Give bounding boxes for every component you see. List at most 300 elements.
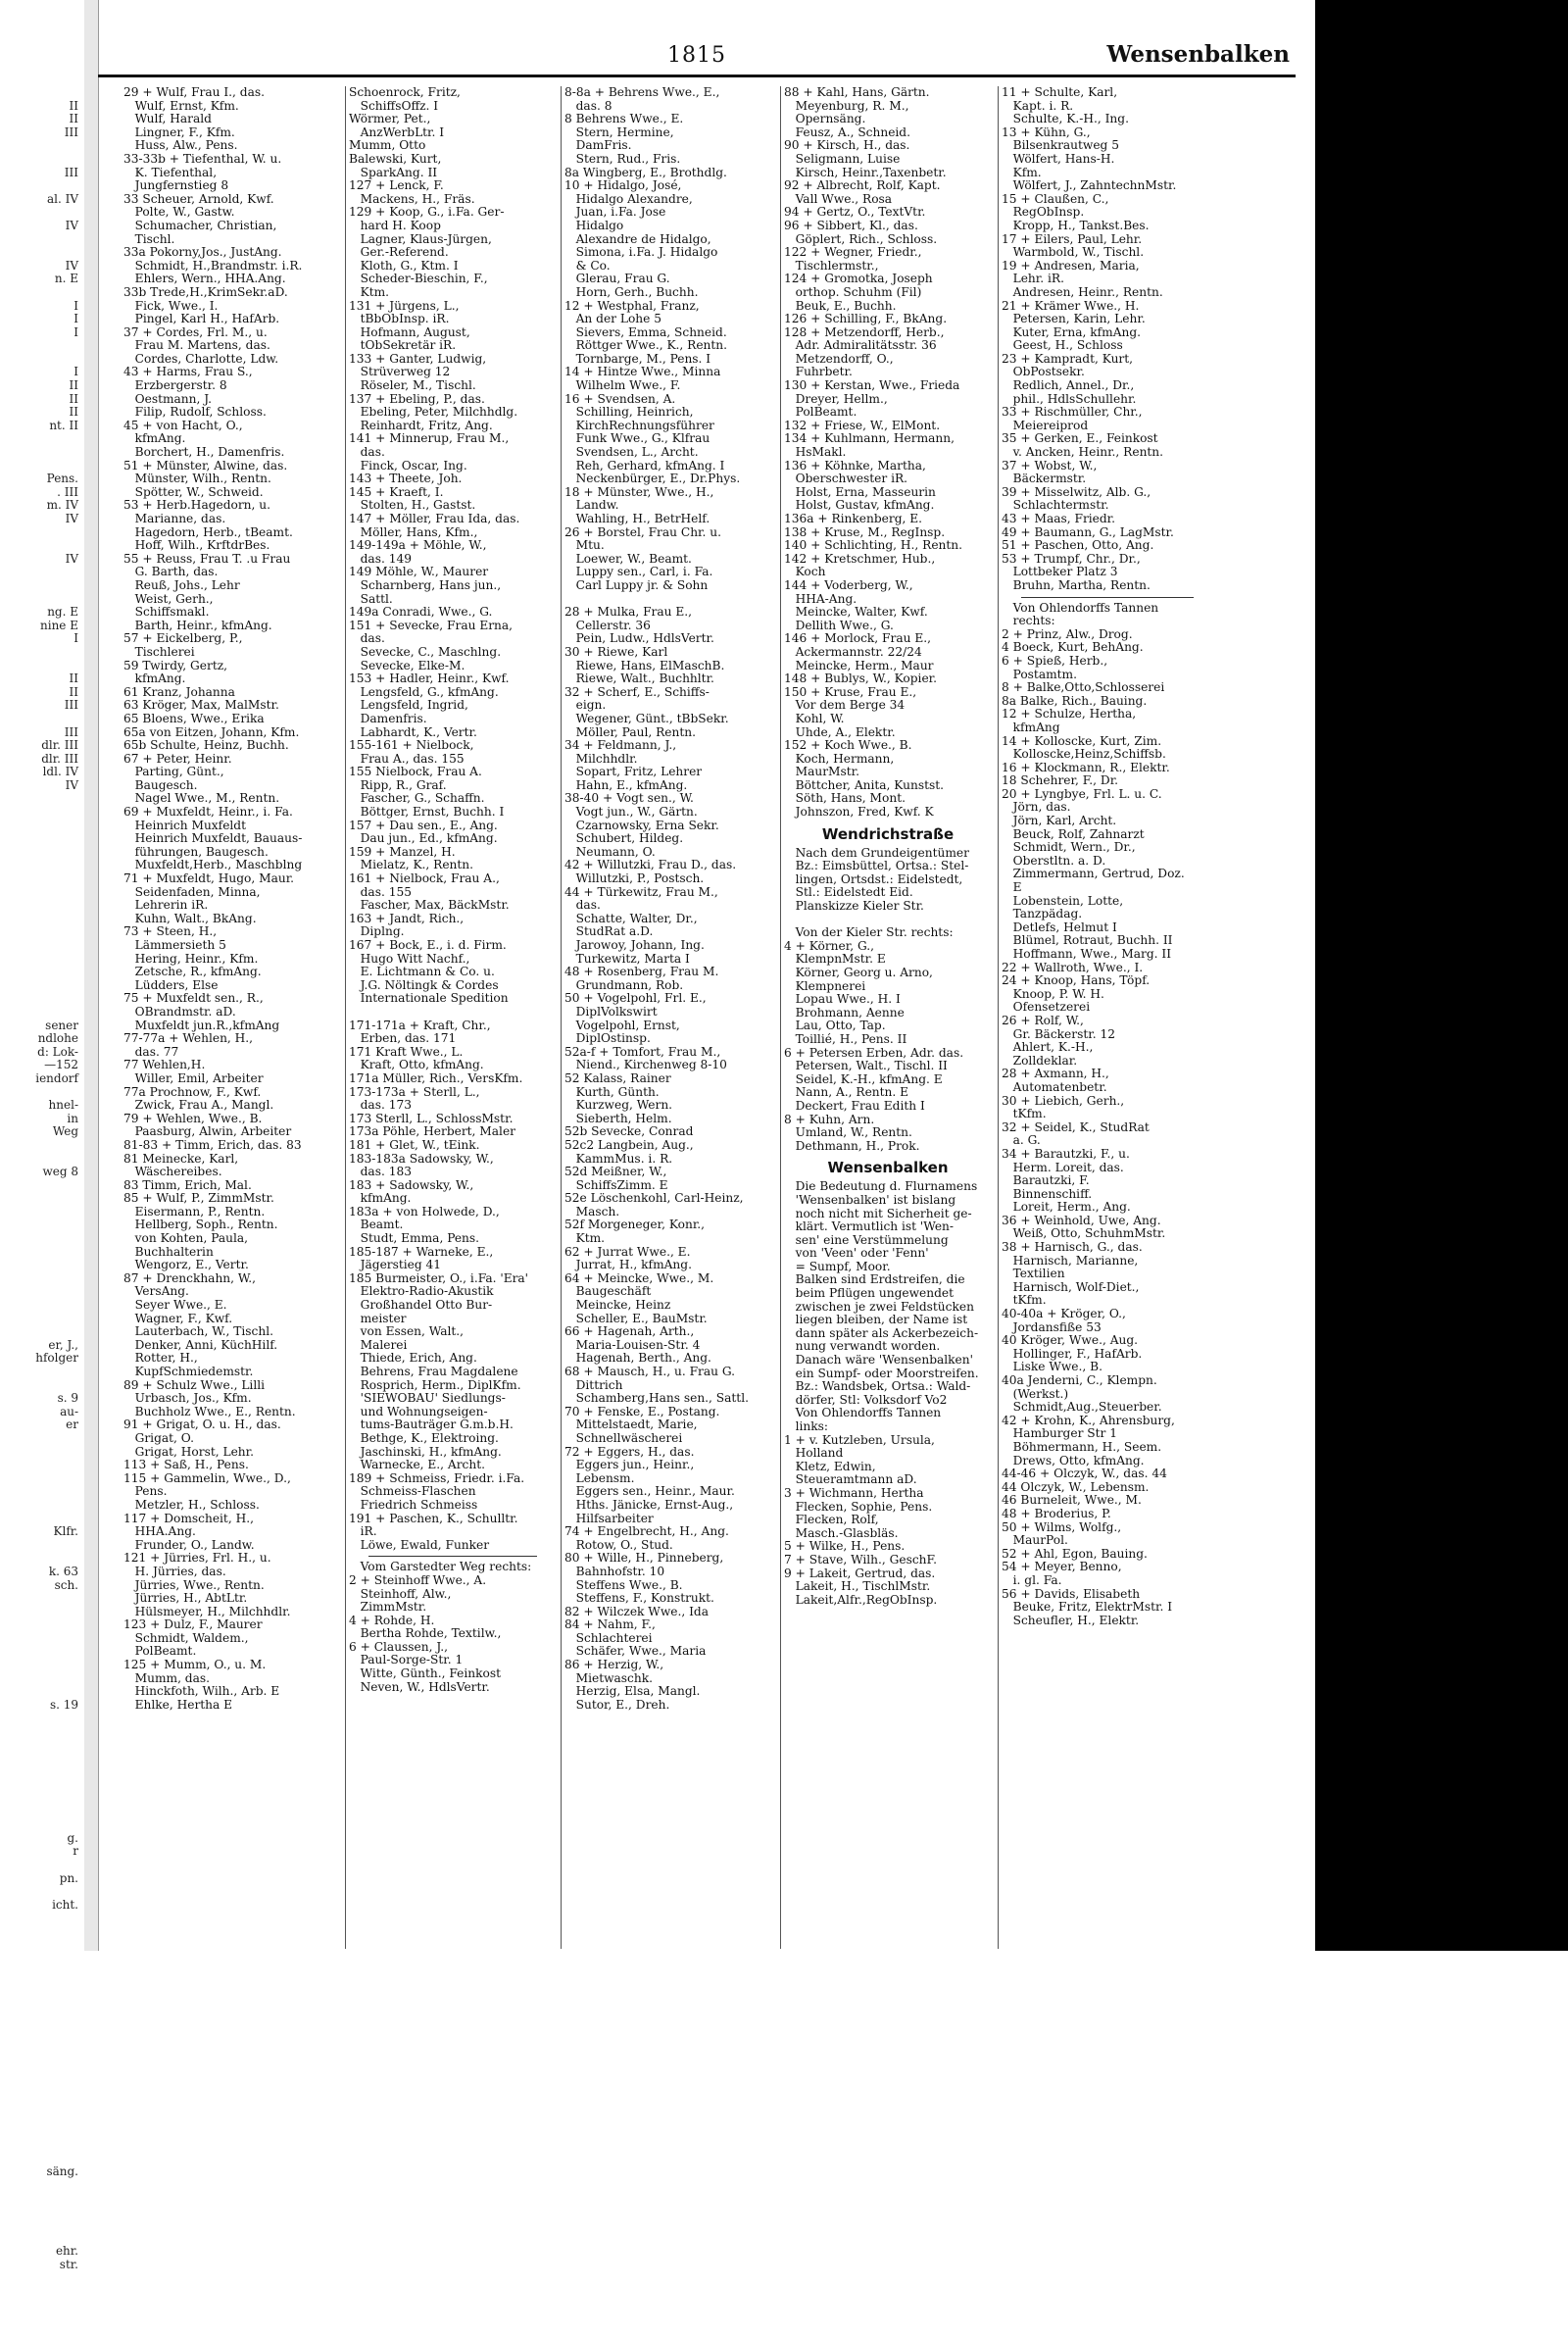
directory-entry: Sieberth, Helm.	[564, 1111, 672, 1125]
directory-entry: 185-187 + Warneke, E.,	[349, 1244, 494, 1259]
directory-entry: tKfm.	[1002, 1107, 1047, 1121]
margin-fragment: er, J.,	[48, 1337, 78, 1352]
directory-entry: Hofmann, August,	[349, 324, 470, 339]
directory-entry: Jaschinski, H., kfmAng.	[349, 1444, 502, 1459]
margin-fragment	[0, 886, 82, 900]
margin-fragment: II	[69, 112, 78, 126]
directory-entry: 59 Twirdy, Gertz,	[123, 658, 228, 672]
margin-fragment	[0, 872, 82, 886]
directory-entry: Von Ohlendorffs Tannen	[1002, 600, 1159, 615]
directory-entry: tKfm.	[1002, 1293, 1047, 1308]
directory-entry: Weist, Gerh.,	[123, 591, 214, 606]
margin-fragment: IV	[65, 777, 78, 792]
directory-entry: Tornbarge, M., Pens. I	[564, 351, 711, 366]
directory-entry: Riewe, Walt., Buchhltr.	[564, 672, 714, 686]
margin-fragment: ldl. IV	[42, 765, 78, 779]
directory-entry: Damenfris.	[349, 711, 427, 725]
directory-entry: 10 + Hidalgo, José,	[564, 178, 682, 193]
directory-entry: 6 + Spieß, Herb.,	[1002, 653, 1108, 668]
section-rule	[1021, 597, 1194, 598]
margin-fragment: ehr.	[55, 2244, 78, 2259]
directory-entry: Harnisch, Marianne,	[1002, 1253, 1139, 1268]
directory-entry: 48 + Broderius, P.	[1002, 1506, 1111, 1520]
directory-entry: Zwick, Frau A., Mangl.	[123, 1098, 274, 1113]
directory-entry: Warmbold, W., Tischl.	[1002, 245, 1145, 260]
directory-entry: HHA.Ang.	[123, 1524, 196, 1539]
directory-entry: 52a-f + Tomfort, Frau M.,	[564, 1044, 721, 1059]
directory-entry: das.	[349, 631, 385, 646]
margin-fragment	[0, 646, 82, 660]
directory-entry: 173-173a + Sterll, L.,	[349, 1084, 480, 1099]
directory-entry: Hilfsarbeiter	[564, 1511, 654, 1525]
directory-entry: 54 + Meyer, Benno,	[1002, 1560, 1122, 1574]
directory-entry: Münster, Wilh., Rentn.	[123, 472, 271, 486]
directory-entry: Reh, Gerhard, kfmAng. I	[564, 458, 725, 473]
directory-entry: kfmAng.	[349, 1191, 412, 1206]
directory-entry: 90 + Kirsch, H., das.	[784, 138, 910, 153]
directory-entry: 45 + von Hacht, O.,	[123, 418, 243, 432]
directory-entry: Luppy sen., Carl, i. Fa.	[564, 565, 713, 579]
directory-entry: 173 Sterll, L., SchlossMstr.	[349, 1111, 514, 1125]
directory-entry: 1 + v. Kutzleben, Ursula,	[784, 1432, 935, 1447]
margin-fragment	[0, 1499, 82, 1513]
directory-entry: Lakeit, H., TischlMstr.	[784, 1579, 931, 1594]
directory-entry: 16 + Klockmann, R., Elektr.	[1002, 760, 1170, 774]
directory-entry: Reuß, Johs., Lehr	[123, 577, 240, 592]
margin-fragment	[0, 2152, 82, 2165]
directory-entry: Ehlke, Hertha E	[123, 1697, 233, 1712]
directory-entry: Neumann, O.	[564, 844, 656, 859]
directory-entry: 57 + Eickelberg, P.,	[123, 631, 243, 646]
directory-entry: Reinhardt, Fritz, Ang.	[349, 418, 493, 432]
directory-column-1	[123, 86, 339, 1712]
directory-entry: 153 + Hadler, Heinr., Kwf.	[349, 672, 510, 686]
directory-entry: 147 + Möller, Frau Ida, das.	[349, 512, 520, 525]
directory-column-2	[349, 86, 557, 1694]
directory-entry: Bz.: Eimsbüttel, Ortsa.: Stel-	[784, 859, 969, 873]
directory-entry: Tischlermstr.,	[784, 258, 879, 273]
directory-entry: Scheder-Bieschin, F.,	[349, 272, 488, 286]
directory-entry: Toillié, H., Pens. II	[784, 1031, 907, 1046]
directory-entry: Möller, Hans, Kfm.,	[349, 524, 478, 539]
directory-entry: Kletz, Edwin,	[784, 1459, 876, 1473]
directory-entry: Hugo Witt Nachf.,	[349, 951, 470, 966]
directory-entry: Lottbeker Platz 3	[1002, 565, 1118, 579]
directory-entry: Neckenbürger, E., Dr.Phys.	[564, 472, 741, 486]
directory-entry: 96 + Sibbert, Kl., das.	[784, 218, 918, 232]
directory-entry: Jürries, H., AbtLtr.	[123, 1591, 248, 1606]
directory-column-4	[784, 86, 992, 1607]
directory-entry: Elektro-Radio-Akustik	[349, 1284, 494, 1299]
margin-fragment: s. 9	[57, 1391, 78, 1406]
directory-entry: Blümel, Rotraut, Buchh. II	[1002, 933, 1173, 948]
directory-entry: Schlachtermstr.	[1002, 498, 1109, 513]
directory-entry: Harnisch, Wolf-Diet.,	[1002, 1279, 1140, 1294]
margin-fragment	[0, 579, 82, 593]
margin-fragment	[0, 233, 82, 247]
directory-entry: Diplng.	[349, 924, 405, 939]
directory-entry: Jarowoy, Johann, Ing.	[564, 938, 705, 952]
directory-entry: sen' eine Verstümmelung	[784, 1232, 949, 1247]
directory-entry: 163 + Jandt, Rich.,	[349, 911, 465, 925]
directory-entry: Hinckfoth, Wilh., Arb. E	[123, 1684, 280, 1699]
directory-entry: Automatenbetr.	[1002, 1079, 1107, 1094]
margin-fragment	[0, 1539, 82, 1553]
directory-entry: Möller, Paul, Rentn.	[564, 724, 696, 739]
directory-entry: iR.	[349, 1524, 377, 1539]
directory-entry: 123 + Dulz, F., Maurer	[123, 1617, 263, 1632]
directory-entry: 87 + Drenckhahn, W.,	[123, 1270, 257, 1285]
margin-fragment	[0, 1485, 82, 1499]
margin-fragment: hnel-	[48, 1098, 78, 1113]
directory-entry: J.G. Nöltingk & Cordes	[349, 977, 499, 992]
directory-entry: Meincke, Herm., Maur	[784, 658, 934, 672]
directory-entry: 33 Scheuer, Arnold, Kwf.	[123, 191, 274, 206]
directory-entry: Dittrich	[564, 1377, 623, 1392]
margin-fragment	[0, 1219, 82, 1232]
directory-entry: Malerei	[349, 1337, 408, 1352]
directory-entry: 152 + Koch Wwe., B.	[784, 738, 912, 753]
directory-entry: Vogelpohl, Ernst,	[564, 1018, 680, 1032]
margin-fragment: ndlohe	[37, 1031, 78, 1046]
directory-entry: Juan, i.Fa. Jose	[564, 205, 666, 220]
directory-entry: KlempnMstr. E	[784, 952, 886, 967]
margin-fragment	[0, 1086, 82, 1100]
directory-entry: 142 + Kretschmer, Hub.,	[784, 551, 936, 566]
directory-entry: Pens.	[123, 1484, 168, 1499]
directory-entry: Klempnerei	[784, 978, 866, 993]
directory-entry: 33b Trede,H.,KrimSekr.aD.	[123, 284, 288, 299]
directory-entry: Großhandel Otto Bur-	[349, 1298, 493, 1313]
directory-entry: Behrens, Frau Magdalene	[349, 1365, 518, 1378]
margin-fragment: in	[67, 1111, 78, 1125]
directory-entry: Röttger Wwe., K., Rentn.	[564, 338, 728, 353]
directory-entry: und Wohnungseigen-	[349, 1404, 488, 1418]
margin-fragment	[0, 1859, 82, 1872]
directory-entry: 52 Kalass, Rainer	[564, 1070, 671, 1085]
directory-entry: Umland, W., Rentn.	[784, 1125, 912, 1140]
directory-entry: 128 + Metzendorff, Herb.,	[784, 324, 945, 339]
directory-entry: ein Sumpf- oder Moorstreifen.	[784, 1366, 979, 1380]
directory-entry: Uhde, A., Elektr.	[784, 724, 896, 739]
margin-fragment: II	[69, 378, 78, 393]
directory-entry: HHA-Ang.	[784, 591, 858, 606]
directory-entry: AnzWerbLtr. I	[349, 124, 445, 139]
directory-entry: Grigat, Horst, Lehr.	[123, 1444, 255, 1459]
directory-entry: 52c2 Langbein, Aug.,	[564, 1137, 694, 1152]
directory-entry: Lebensm.	[564, 1470, 635, 1485]
directory-entry: 83 Timm, Erich, Mal.	[123, 1177, 252, 1192]
directory-entry: 33 + Rischmüller, Chr.,	[1002, 405, 1143, 420]
directory-entry: 18 + Münster, Wwe., H.,	[564, 484, 714, 499]
directory-entry: 2 + Prinz, Alw., Drog.	[1002, 626, 1133, 641]
street-heading: Wendrichstraße	[821, 824, 955, 843]
margin-fragment	[0, 1285, 82, 1299]
directory-entry: Paasburg, Alwin, Arbeiter	[123, 1124, 292, 1139]
directory-entry: Seyer Wwe., E.	[123, 1298, 227, 1313]
directory-entry: Bruhn, Martha, Rentn.	[1002, 577, 1151, 592]
directory-entry: 8 + Balke,Otto,Schlosserei	[1002, 680, 1165, 695]
directory-entry: Metzler, H., Schloss.	[123, 1497, 260, 1512]
directory-entry: Ebeling, Peter, Milchhdlg.	[349, 405, 518, 420]
directory-entry: 69 + Muxfeldt, Heinr., i. Fa.	[123, 805, 293, 820]
margin-fragment: dlr. III	[41, 751, 78, 766]
margin-fragment	[0, 1366, 82, 1379]
directory-entry: Ktm.	[564, 1231, 606, 1246]
directory-entry: Lau, Otto, Tap.	[784, 1019, 886, 1033]
directory-entry: 34 + Barautzki, F., u.	[1002, 1146, 1130, 1161]
directory-entry: Böttger, Ernst, Buchh. I	[349, 805, 505, 820]
directory-entry: Stl.: Eidelstedt Eid.	[784, 885, 913, 900]
directory-entry: 65 Bloens, Wwe., Erika	[123, 711, 265, 725]
directory-entry: Glerau, Frau G.	[564, 272, 670, 286]
directory-entry: Geest, H., Schloss	[1002, 338, 1123, 353]
directory-entry: 155-161 + Nielbock,	[349, 738, 474, 753]
margin-fragment	[0, 2218, 82, 2232]
directory-entry: 35 + Gerken, E., Feinkost	[1002, 431, 1158, 446]
directory-entry: 82 + Wilczek Wwe., Ida	[564, 1604, 709, 1618]
directory-entry: 77a Prochnow, F., Kwf.	[123, 1084, 262, 1099]
directory-entry: 5 + Wilke, H., Pens.	[784, 1539, 906, 1554]
directory-entry: 117 + Domscheit, H.,	[123, 1511, 254, 1525]
directory-entry: 92 + Albrecht, Rolf, Kapt.	[784, 178, 941, 193]
directory-entry: 185 Burmeister, O., i.Fa. 'Era'	[349, 1270, 529, 1285]
scan-background-right	[1315, 0, 1568, 2134]
directory-entry: 52d Meißner, W.,	[564, 1165, 667, 1179]
directory-entry: Holland	[784, 1446, 844, 1461]
directory-entry: 113 + Saß, H., Pens.	[123, 1458, 249, 1472]
margin-fragment	[0, 1325, 82, 1339]
directory-entry: G. Barth, das.	[123, 565, 219, 579]
directory-entry: 183 + Sadowsky, W.,	[349, 1177, 474, 1192]
directory-entry: Frunder, O., Landw.	[123, 1537, 255, 1552]
directory-entry: 138 + Kruse, M., RegInsp.	[784, 524, 946, 539]
directory-entry: Jörn, Karl, Archt.	[1002, 814, 1117, 828]
margin-fragment: II	[69, 684, 78, 699]
directory-entry: 191 + Paschen, K., Schulltr.	[349, 1511, 518, 1525]
directory-entry: tBbObInsp. iR.	[349, 312, 450, 326]
margin-fragment: nine E	[40, 618, 78, 632]
directory-entry: 70 + Fenske, E., Postang.	[564, 1404, 720, 1418]
margin-fragment	[0, 339, 82, 353]
directory-entry: 173a Pöhle, Herbert, Maler	[349, 1124, 515, 1139]
directory-entry: 66 + Hagenah, Arth.,	[564, 1324, 695, 1339]
directory-entry: Steueramtmann aD.	[784, 1472, 917, 1487]
directory-entry: Lauterbach, W., Tischl.	[123, 1324, 274, 1339]
margin-fragment	[0, 660, 82, 673]
directory-entry: 89 + Schulz Wwe., Lilli	[123, 1377, 266, 1392]
directory-entry: Steinhoff, Alw.,	[349, 1586, 452, 1601]
margin-fragment: nt. II	[49, 418, 78, 432]
margin-fragment	[0, 1472, 82, 1486]
directory-entry: Pein, Ludw., HdlsVertr.	[564, 631, 714, 646]
directory-entry: 88 + Kahl, Hans, Gärtn.	[784, 85, 930, 99]
directory-entry: Tischl.	[123, 231, 175, 246]
margin-fragment	[0, 2192, 82, 2206]
directory-entry: 33a Pokorny,Jos., JustAng.	[123, 245, 282, 260]
directory-entry: Röseler, M., Tischl.	[349, 378, 476, 393]
margin-fragment: Pens.	[46, 472, 78, 486]
directory-entry: 40 Kröger, Wwe., Aug.	[1002, 1333, 1139, 1348]
margin-fragment	[0, 1766, 82, 1779]
margin-fragment	[0, 1739, 82, 1753]
directory-entry: Schumacher, Christian,	[123, 218, 277, 232]
directory-entry: 14 + Kolloscke, Kurt, Zim.	[1002, 733, 1162, 748]
directory-entry: Turkewitz, Marta I	[564, 951, 690, 966]
directory-entry: Oestmann, J.	[123, 391, 213, 406]
directory-entry: Metzendorff, O.,	[784, 351, 894, 366]
directory-entry: 171-171a + Kraft, Chr.,	[349, 1018, 491, 1032]
column-divider	[561, 86, 562, 1949]
directory-entry: Koch	[784, 565, 826, 579]
margin-fragment	[0, 899, 82, 913]
margin-fragment: str.	[59, 2257, 78, 2271]
margin-fragment	[0, 820, 82, 833]
directory-entry: 52f Morgeneger, Konr.,	[564, 1218, 706, 1232]
margin-fragment	[0, 2299, 82, 2313]
directory-entry: 29 + Wulf, Frau I., das.	[123, 85, 265, 99]
directory-entry: HsMakl.	[784, 445, 847, 460]
directory-entry: 73 + Steen, H.,	[123, 924, 218, 939]
directory-entry: 26 + Rolf, W.,	[1002, 1013, 1084, 1027]
directory-entry: Jörn, das.	[1002, 800, 1071, 815]
margin-fragment	[0, 2178, 82, 2192]
directory-entry: dörfer, Stl: Volksdorf Vo2	[784, 1392, 948, 1407]
margin-fragment: pn.	[59, 1870, 78, 1885]
margin-fragment	[0, 979, 82, 993]
directory-entry: Erben, das. 171	[349, 1031, 457, 1046]
directory-entry: 24 + Knoop, Hans, Töpf.	[1002, 973, 1151, 988]
directory-entry: von Essen, Walt.,	[349, 1324, 465, 1339]
margin-fragment	[0, 1232, 82, 1246]
directory-entry: 136 + Köhnke, Martha,	[784, 458, 926, 473]
directory-entry: orthop. Schuhm (Fil)	[784, 284, 922, 299]
directory-entry: Opernsäng.	[784, 112, 866, 126]
margin-fragment: I	[74, 298, 78, 313]
directory-entry: PolBeamt.	[784, 405, 858, 420]
directory-entry: Grigat, O.	[123, 1430, 194, 1445]
margin-fragment	[0, 286, 82, 300]
directory-entry: Kirsch, Heinr.,Taxenbetr.	[784, 165, 947, 179]
directory-entry	[564, 593, 774, 607]
directory-entry: OBrandmstr. aD.	[123, 1004, 236, 1019]
directory-entry: Barautzki, F.	[1002, 1173, 1090, 1188]
directory-entry: Scheller, E., BauMstr.	[564, 1311, 708, 1325]
margin-fragment	[0, 992, 82, 1006]
directory-entry: 65a von Eitzen, Johann, Kfm.	[123, 724, 300, 739]
directory-entry: 80 + Wille, H., Pinneberg,	[564, 1551, 724, 1566]
directory-entry: Scheufler, H., Elektr.	[1002, 1613, 1140, 1627]
margin-fragment	[0, 1912, 82, 1925]
column-divider	[345, 86, 346, 1949]
directory-entry: Cellerstr. 36	[564, 618, 651, 632]
directory-entry: Loewer, W., Beamt.	[564, 551, 692, 566]
directory-entry: 40-40a + Kröger, O.,	[1002, 1307, 1126, 1321]
directory-entry: Eggers sen., Heinr., Maur.	[564, 1484, 735, 1499]
directory-entry: Carl Luppy jr. & Sohn	[564, 577, 709, 592]
margin-fragment: weg 8	[42, 1165, 78, 1179]
directory-entry: 51 + Paschen, Otto, Ang.	[1002, 538, 1154, 553]
directory-entry: 30 + Riewe, Karl	[564, 644, 668, 659]
directory-entry: Heinrich Muxfeldt	[123, 818, 247, 832]
directory-entry: (Werkst.)	[1002, 1386, 1069, 1401]
margin-fragment: II	[69, 98, 78, 113]
directory-entry: 157 + Dau sen., E., Ang.	[349, 818, 498, 832]
directory-entry: Tanzpädag.	[1002, 907, 1083, 921]
directory-entry: Simona, i.Fa. J. Hidalgo	[564, 245, 718, 260]
directory-entry: phil., HdlsSchullehr.	[1002, 391, 1137, 406]
margin-fragment	[0, 2312, 82, 2325]
directory-entry: 52e Löschenkohl, Carl-Heinz,	[564, 1191, 744, 1206]
directory-entry: Herm. Loreit, das.	[1002, 1160, 1124, 1174]
directory-entry: Holst, Erna, Masseurin	[784, 484, 936, 499]
directory-entry: Schmidt, H.,Brandmstr. i.R.	[123, 258, 303, 273]
directory-entry: SchiffsZimm. E	[564, 1177, 668, 1192]
margin-fragment	[0, 1672, 82, 1686]
directory-entry: Kfm.	[1002, 165, 1042, 179]
directory-entry: Witte, Günth., Feinkost	[349, 1666, 502, 1681]
directory-entry: Ripp, R., Graf.	[349, 777, 447, 792]
margin-fragment	[0, 1752, 82, 1766]
margin-fragment	[0, 246, 82, 260]
directory-entry: Rotter, H.,	[123, 1351, 198, 1366]
directory-entry: Buchhalterin	[123, 1244, 214, 1259]
directory-entry: 8 + Kuhn, Arn.	[784, 1112, 875, 1126]
margin-fragment: m. IV	[46, 498, 78, 513]
directory-entry: 8-8a + Behrens Wwe., E.,	[564, 85, 720, 99]
directory-entry: Bahnhofstr. 10	[564, 1564, 665, 1578]
margin-fragment	[0, 1725, 82, 1739]
directory-entry: Muxfeldt,Herb., Maschblng	[123, 858, 303, 872]
directory-entry: Vogt jun., W., Gärtn.	[564, 805, 698, 820]
directory-entry: Körner, Georg u. Arno,	[784, 966, 933, 979]
directory-entry: Alexandre de Hidalgo,	[564, 231, 711, 246]
directory-entry: Jungfernstieg 8	[123, 178, 229, 193]
directory-entry: von 'Veen' oder 'Fenn'	[784, 1246, 929, 1261]
directory-entry: 16 + Svendsen, A.	[564, 391, 676, 406]
directory-entry: Horn, Gerh., Buchh.	[564, 284, 699, 299]
directory-entry: 81 Meinecke, Karl,	[123, 1151, 239, 1166]
directory-entry: 125 + Mumm, O., u. M.	[123, 1658, 267, 1672]
directory-entry: Frau M. Martens, das.	[123, 338, 270, 353]
directory-entry: i. gl. Fa.	[1002, 1572, 1062, 1587]
directory-entry: 146 + Morlock, Frau E.,	[784, 631, 931, 646]
margin-fragment	[0, 1885, 82, 1899]
directory-entry: ZimmMstr.	[349, 1600, 427, 1615]
directory-entry: 149 Möhle, W., Maurer	[349, 565, 489, 579]
margin-fragment: II	[69, 405, 78, 420]
directory-entry: 39 + Misselwitz, Alb. G.,	[1002, 484, 1152, 499]
directory-entry: Masch.-Glasbläs.	[784, 1525, 899, 1540]
directory-entry: 167 + Bock, E., i. d. Firm.	[349, 938, 507, 952]
margin-fragment	[0, 566, 82, 579]
directory-entry: Nann, A., Rentn. E	[784, 1085, 909, 1100]
directory-entry: Willutzki, P., Postsch.	[564, 871, 705, 886]
directory-entry: 141 + Minnerup, Frau M.,	[349, 431, 510, 446]
margin-fragment	[0, 939, 82, 953]
directory-entry: rechts:	[1002, 614, 1055, 628]
directory-entry: Buchholz Wwe., E., Rentn.	[123, 1404, 296, 1418]
directory-entry: Milchhdlr.	[564, 751, 638, 766]
directory-entry: Koch, Hermann,	[784, 751, 895, 766]
directory-entry: links:	[784, 1419, 829, 1433]
directory-entry: Sutor, E., Dreh.	[564, 1697, 670, 1712]
directory-entry: klärt. Vermutlich ist 'Wen-	[784, 1219, 954, 1234]
directory-entry: 28 + Axmann, H.,	[1002, 1067, 1109, 1081]
margin-fragment	[0, 1592, 82, 1606]
margin-fragment	[0, 1259, 82, 1272]
directory-entry: Beuk, E., Buchh.	[784, 298, 897, 313]
